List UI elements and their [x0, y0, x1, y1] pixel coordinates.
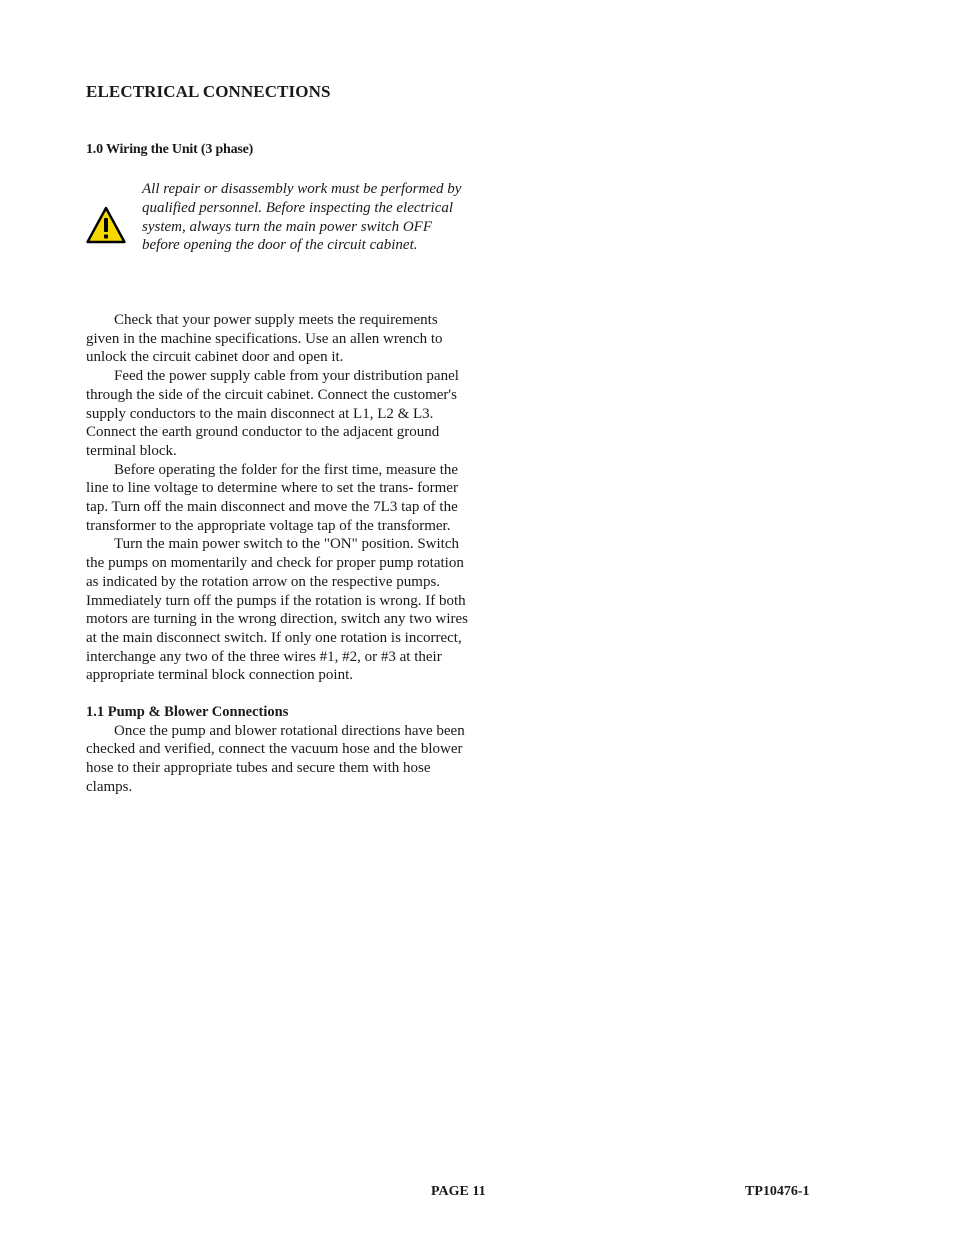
document-number: TP10476-1 [745, 1184, 810, 1199]
paragraph-pump-rotation: Turn the main power switch to the "ON" position. Switch the pumps on momentarily and check for proper pump rotation as indicated by the rotation arrow on the respective pumps. Immediately turn off the pumps if the rotation is wrong. If both motors are turning in the wrong direction, switch any two wires at the main disconnect switch. If only one rotation is incorrect, interchange any two of the three wires #1, #2, or #3 at their appropriate terminal block connection point. [86, 536, 469, 684]
paragraph-hose-connections: Once the pump and blower rotational directions have been checked and verified, connect the vacuum hose and the blower hose to their appropriate tubes and secure them with hose clamps. [86, 722, 465, 795]
paragraph-supply-cable: Feed the power supply cable from your distribution panel through the side of the circuit cabinet. Connect the customer's supply conductors to the main disconnect at L1, L2 & L3. Connect the earth ground conductor to the adjacent ground terminal block. [86, 368, 459, 459]
page-title: ELECTRICAL CONNECTIONS [86, 82, 331, 101]
section-heading-wiring: 1.0 Wiring the Unit (3 phase) [86, 142, 254, 157]
body-text [86, 311, 472, 797]
warning-text: All repair or disassembly work must be performed by qualified personnel. Before inspecting the electrical system, always turn the main power switch OFF before opening the door of the circuit cabinet. [142, 181, 462, 254]
section-heading-pump-blower: 1.1 Pump & Blower Connections [86, 704, 289, 721]
paragraph-power-supply: Check that your power supply meets the requirements given in the machine specifications. Use an allen wrench to unlock the circuit cabinet door and open it. [86, 312, 443, 366]
warning-triangle-icon [86, 206, 126, 244]
page-number: PAGE 11 [431, 1184, 486, 1199]
warning-notice [86, 180, 476, 280]
paragraph-transformer-tap: Before operating the folder for the first time, measure the line to line voltage to determine where to set the trans- former tap. Turn off the main disconnect and move the 7L3 tap of the transformer to the appropriate voltage tap of the transformer. [86, 461, 459, 534]
